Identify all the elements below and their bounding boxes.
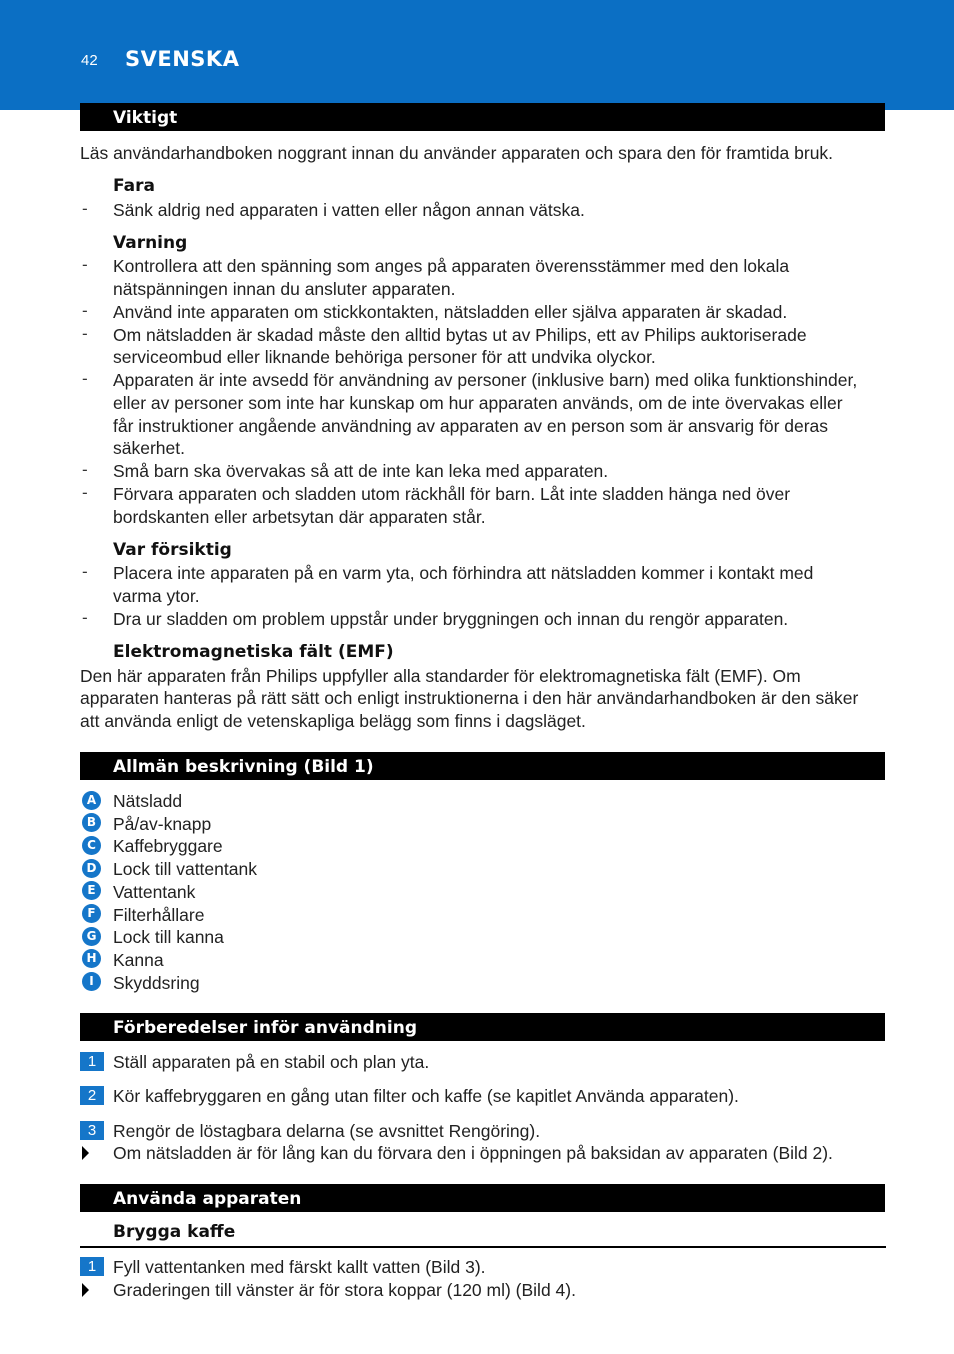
bullet-dash: - bbox=[82, 483, 88, 502]
list-item-cont: varma ytor. bbox=[113, 586, 200, 606]
step-number-badge: 1 bbox=[80, 1052, 104, 1071]
bullet-dash: - bbox=[82, 324, 88, 343]
subheading-var-forsiktig: Var försiktig bbox=[113, 540, 232, 560]
subheading-rule bbox=[80, 1246, 886, 1248]
subheading-brygga-kaffe: Brygga kaffe bbox=[113, 1222, 236, 1242]
bullet-dash: - bbox=[82, 460, 88, 479]
emf-text: Den här apparaten från Philips uppfyller alla standarder för elektromagnetiska fält (EMF). Om bbox=[80, 666, 801, 686]
note-text: Om nätsladden är för lång kan du förvara den i öppningen på baksidan av apparaten (Bild 2). bbox=[113, 1143, 833, 1163]
part-letter-badge: B bbox=[82, 813, 101, 832]
section-bar-forberedelser bbox=[80, 1013, 885, 1041]
part-letter-badge: A bbox=[82, 791, 101, 810]
step-number-badge: 3 bbox=[80, 1121, 104, 1140]
subheading-emf: Elektromagnetiska fält (EMF) bbox=[113, 642, 394, 662]
note-arrow-icon bbox=[82, 1146, 89, 1160]
list-item-cont: får instruktioner angående användning av apparaten av en person som är ansvarig för deras bbox=[113, 416, 829, 436]
part-label: Kaffebryggare bbox=[113, 836, 223, 856]
part-letter-badge: G bbox=[82, 927, 101, 946]
step-text: Ställ apparaten på en stabil och plan yta. bbox=[113, 1052, 430, 1072]
bullet-dash: - bbox=[82, 199, 88, 218]
list-item-cont: serviceombud eller liknande behöriga personer för att undvika olyckor. bbox=[113, 347, 656, 367]
step-number-badge: 2 bbox=[80, 1086, 104, 1105]
part-label: Kanna bbox=[113, 950, 164, 970]
section-bar-anvanda-apparaten bbox=[80, 1184, 885, 1212]
bullet-dash: - bbox=[82, 301, 88, 320]
part-label: På/av-knapp bbox=[113, 814, 212, 834]
emf-text: apparaten hanteras på rätt sätt och enligt instruktionerna i den här användarhandboken är den säker bbox=[80, 688, 859, 708]
list-item: Om nätsladden är skadad måste den alltid bytas ut av Philips, ett av Philips auktoriserade bbox=[113, 325, 807, 345]
part-letter-badge: H bbox=[82, 949, 101, 968]
list-item-cont: säkerhet. bbox=[113, 438, 185, 458]
part-label: Lock till kanna bbox=[113, 927, 224, 947]
part-letter-badge: I bbox=[82, 972, 101, 991]
list-item: Apparaten är inte avsedd för användning av personer (inklusive barn) med olika funktionshinder, bbox=[113, 370, 858, 390]
part-letter-badge: E bbox=[82, 881, 101, 900]
language-title: SVENSKA bbox=[125, 47, 240, 71]
subheading-varning: Varning bbox=[113, 233, 188, 253]
list-item: Använd inte apparaten om stickkontakten, nätsladden eller själva apparaten är skadad. bbox=[113, 302, 788, 322]
step-number-badge: 1 bbox=[80, 1257, 104, 1276]
page-number: 42 bbox=[81, 52, 98, 69]
part-label: Nätsladd bbox=[113, 791, 183, 811]
list-item: Sänk aldrig ned apparaten i vatten eller någon annan vätska. bbox=[113, 200, 585, 220]
subheading-fara: Fara bbox=[113, 176, 155, 196]
part-letter-badge: D bbox=[82, 859, 101, 878]
bullet-dash: - bbox=[82, 369, 88, 388]
part-letter-badge: C bbox=[82, 836, 101, 855]
section-bar-allman-beskrivning bbox=[80, 752, 885, 780]
intro-text: Läs användarhandboken noggrant innan du använder apparaten och spara den för framtida bruk. bbox=[80, 143, 834, 163]
list-item: Små barn ska övervakas så att de inte kan leka med apparaten. bbox=[113, 461, 609, 481]
note-text: Graderingen till vänster är för stora koppar (120 ml) (Bild 4). bbox=[113, 1280, 576, 1300]
section-title: Viktigt bbox=[113, 108, 178, 128]
bullet-dash: - bbox=[82, 255, 88, 274]
bullet-dash: - bbox=[82, 562, 88, 581]
step-text: Rengör de löstagbara delarna (se avsnittet Rengöring). bbox=[113, 1121, 541, 1141]
part-label: Filterhållare bbox=[113, 905, 205, 925]
list-item-cont: eller av personer som inte har kunskap om hur apparaten används, om de inte övervakas eller bbox=[113, 393, 843, 413]
section-title: Använda apparaten bbox=[113, 1189, 302, 1209]
list-item: Dra ur sladden om problem uppstår under bryggningen och innan du rengör apparaten. bbox=[113, 609, 789, 629]
step-text: Kör kaffebryggaren en gång utan filter och kaffe (se kapitlet Använda apparaten). bbox=[113, 1086, 739, 1106]
emf-text: att använda enligt de vetenskapliga belägg som finns i dagsläget. bbox=[80, 711, 586, 731]
note-arrow-icon bbox=[82, 1283, 89, 1297]
list-item-cont: nätspänningen innan du ansluter apparaten. bbox=[113, 279, 456, 299]
bullet-dash: - bbox=[82, 608, 88, 627]
section-title: Allmän beskrivning (Bild 1) bbox=[113, 757, 374, 777]
part-label: Lock till vattentank bbox=[113, 859, 257, 879]
list-item: Placera inte apparaten på en varm yta, och förhindra att nätsladden kommer i kontakt med bbox=[113, 563, 814, 583]
list-item: Kontrollera att den spänning som anges på apparaten överensstämmer med den lokala bbox=[113, 256, 790, 276]
list-item-cont: bordskanten eller arbetsytan där apparaten står. bbox=[113, 507, 486, 527]
section-title: Förberedelser inför användning bbox=[113, 1018, 417, 1038]
part-label: Vattentank bbox=[113, 882, 196, 902]
section-bar-viktigt bbox=[80, 103, 885, 131]
list-item: Förvara apparaten och sladden utom räckhåll för barn. Låt inte sladden hänga ned över bbox=[113, 484, 791, 504]
part-letter-badge: F bbox=[82, 904, 101, 923]
step-text: Fyll vattentanken med färskt kallt vatten (Bild 3). bbox=[113, 1257, 486, 1277]
part-label: Skyddsring bbox=[113, 973, 200, 993]
